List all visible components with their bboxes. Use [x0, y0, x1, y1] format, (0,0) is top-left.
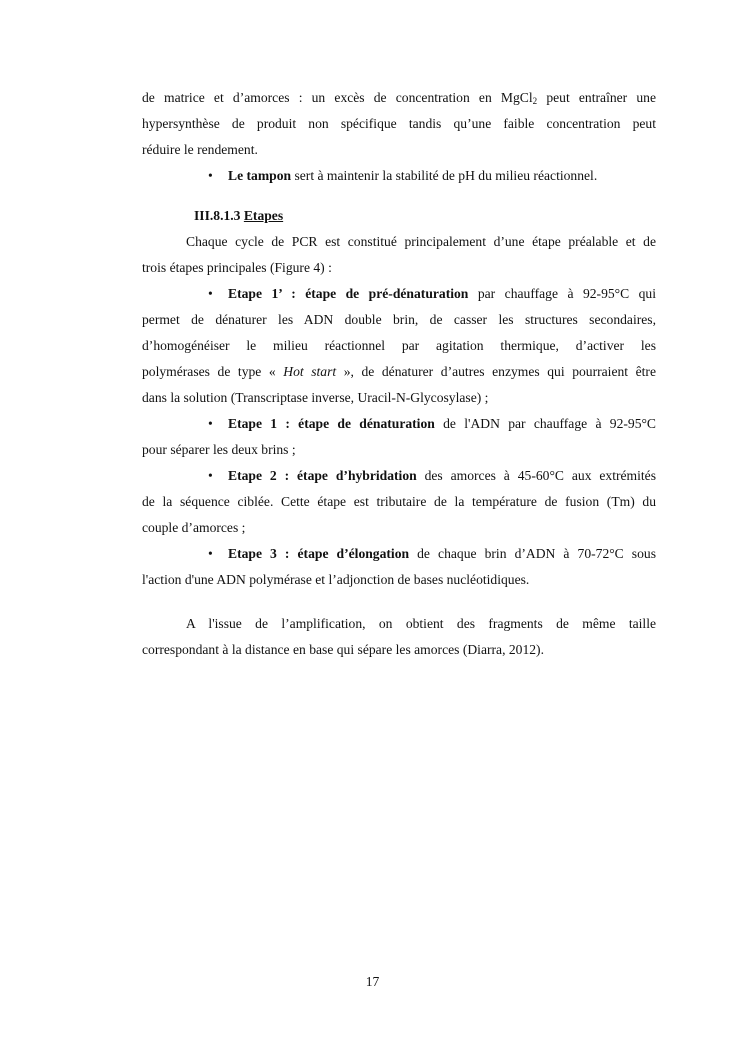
bullet-item-etape-1-prime [142, 283, 656, 413]
bullet-icon: • [208, 546, 213, 561]
section-title: Etapes [243, 208, 284, 223]
bullet-icon: • [208, 416, 213, 431]
text-line [142, 283, 656, 309]
text-span: peut entraîner une [537, 90, 657, 105]
text-line [142, 543, 656, 569]
spacer [142, 595, 656, 613]
text-span: par chauffage à 92-95°C qui [468, 286, 656, 301]
text-line [142, 165, 656, 191]
text-span: polymérases de type « [142, 364, 284, 379]
conclusion-paragraph [142, 613, 656, 665]
text-line: l'action d'une ADN polymérase et l’adjonction de bases nucléotidiques. [142, 572, 530, 587]
section-number: III.8.1.3 [194, 208, 244, 223]
text-line [142, 87, 656, 113]
text-line: trois étapes principales (Figure 4) : [142, 260, 332, 275]
text-line: pour séparer les deux brins ; [142, 442, 296, 457]
bold-term: Etape 3 : étape d’élongation [228, 546, 410, 561]
bullet-item-etape-1 [142, 413, 656, 465]
text-span: des amorces à 45-60°C aux extrémités [416, 468, 657, 483]
page-number: 17 [365, 974, 380, 989]
text-line: réduire le rendement. [142, 142, 258, 157]
page-body [142, 87, 656, 665]
bold-term: Etape 1’ : étape de pré-dénaturation [228, 286, 469, 301]
text-line: hypersynthèse de produit non spécifique tandis qu’une faible concentration peut [142, 116, 656, 131]
italic-term: Hot start [283, 364, 337, 379]
text-line: A l'issue de l’amplification, on obtient des fragments de même taille [186, 616, 656, 631]
text-span: de l'ADN par chauffage à 92-95°C [434, 416, 657, 431]
text-span: sert à maintenir la stabilité de pH du milieu réactionnel. [291, 168, 598, 183]
text-line: de la séquence ciblée. Cette étape est tributaire de la température de fusion (Tm) du [142, 494, 656, 509]
text-line: dans la solution (Transcriptase inverse, Uracil-N-Glycosylase) ; [142, 390, 489, 405]
bold-term: Etape 2 : étape d’hybridation [228, 468, 417, 483]
cycle-paragraph [142, 231, 656, 283]
heading-line [142, 205, 656, 231]
spacer [142, 191, 656, 205]
bullet-icon: • [208, 286, 213, 301]
text-line: permet de dénaturer les ADN double brin, de casser les structures secondaires, [142, 312, 656, 327]
text-line: Chaque cycle de PCR est constitué principalement d’une étape préalable et de [186, 234, 656, 249]
text-line [142, 465, 656, 491]
bullet-icon: • [208, 468, 213, 483]
text-line: couple d’amorces ; [142, 520, 246, 535]
text-span: de chaque brin d’ADN à 70-72°C sous [409, 546, 656, 561]
bullet-item-tampon [142, 165, 656, 191]
text-line: correspondant à la distance en base qui sépare les amorces (Diarra, 2012). [142, 642, 544, 657]
text-line: d’homogénéiser le milieu réactionnel par agitation thermique, d’activer les [142, 338, 656, 353]
bullet-item-etape-3 [142, 543, 656, 595]
bold-term: Etape 1 : étape de dénaturation [228, 416, 435, 431]
subscript: 2 [532, 96, 538, 106]
text-line [142, 361, 656, 387]
intro-paragraph [142, 87, 656, 165]
text-span: de matrice et d’amorces : un excès de concentration en MgCl [142, 90, 533, 105]
section-heading [142, 205, 656, 231]
bold-term: Le tampon [228, 168, 292, 183]
bullet-icon: • [208, 168, 213, 183]
text-line [142, 413, 656, 439]
bullet-item-etape-2 [142, 465, 656, 543]
text-span: », de dénaturer d’autres enzymes qui pourraient être [336, 364, 656, 379]
